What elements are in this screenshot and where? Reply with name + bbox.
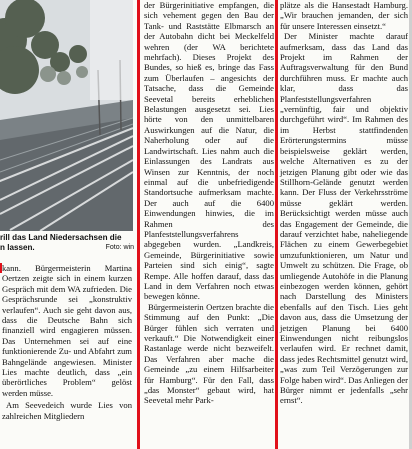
article-column-2 <box>144 0 274 406</box>
column-divider <box>137 0 140 449</box>
column-divider <box>275 0 278 449</box>
photo-credit: Foto: win <box>105 244 134 252</box>
photo-illustration <box>0 0 133 231</box>
paragraph: plätze als die Hansestadt Hamburg. „Wir brauchen jemanden, der sich für unsere Interessen einsetzt.“ <box>280 0 408 31</box>
article-photo <box>0 0 133 231</box>
paragraph: Der Minister machte darauf aufmerksam, dass das Land das Projekt im Rahmen der Auftragsverwaltung für den Bund durchführen muss. Er machte auch klar, dass das Planfeststellungsverfahren „vernünftig, fair und objektiv durchgeführt wird“. Im Rahmen des im Herbst stattfindenden Erörterungstermins müsse beispielsweise geklärt werden, welche Alternativen es zu der jetzigen Planung gibt oder wie das Stillhorn-Gelände genutzt werden kann. Der Fluss der Verkehrsströme müsse geklärt werden. Berücksichtigt werden müsse auch das Engagement der Gemeinde, die darauf verzichtet habe, naheliegende Flächen zu einem Gewerbegebiet umzufunktionieren, um Natur und Umwelt zu schützen. Die Frage, ob umliegende Autohöfe in die Planung einbezogen werden können, gehört nach Darstellung des Ministers ebenfalls auf den Tisch. Lies geht davon aus, dass die Umsetzung der jetzigen Planung bei 6400 Einwendungen nicht reibungslos verlaufen wird. Er rechnet damit, dass jedes Rechtsmittel genutzt wird, „was zum Teil Verzögerungen zur Folge haben wird“. Das Anliegen der Bürger nimmt er jedenfalls „sehr ernst“. <box>280 31 408 406</box>
paragraph: kann. Bürgermeisterin Martina Oertzen zeigte sich in einem kurzen Gespräch mit dem WA zufrieden. Die Gesprächsrunde sei „konstruktiv verlaufen“. Auch sie geht davon aus, dass die Deutsche Bahn sich finanziell wird engagieren müssen. Das Unternehmen sei auf eine funktionierende Zu- und Abfahrt zum Bahngelände angewiesen. Minister Lies machte deutlich, dass „ein überörtliches Problem“ gelöst werden müsse. <box>2 263 132 398</box>
paragraph: der Bürgerinitiative empfangen, die sich vehement gegen den Bau der Tank- und Raststätte Elbmarsch an der Autobahn dicht bei Meckelfeld wehren (der WA berichtete mehrfach). Dieses Projekt des Bundes, so hieß es, bringe das Fass zum Überlaufen – angesichts der Tatsache, dass die Gemeinde Seevetal bereits erheblichen Belastungen ausgesetzt sei. Lies hörte von den unmittelbaren Auswirkungen auf die Natur, die Naherholung oder auf die Landwirtschaft. Lies nahm auch die Einlassungen des Landrats aus Winsen zur Kenntnis, der noch einmal auf die unbefriedigende Standortsuche aufmerksam machte. Der auch auf die 6400 Einwendungen hinwies, die im Rahmen des Planfeststellungsverfahrens abgegeben wurden. „Landkreis, Gemeinde, Bürgerinitiative sowie Parteien sind sich einig“, sagte Rempe. Alle hoffen darauf, dass das Land in dem Verfahren noch etwas bewegen könne. <box>144 0 274 302</box>
article-column-3 <box>280 0 408 406</box>
caption-text: rill das Land Niedersachsen die n lassen. <box>0 233 122 253</box>
paragraph: Bürgermeisterin Oertzen brachte die Stimmung auf den Punkt: „Die Bürger fühlen sich verraten und verkauft.“ Die Notwendigkeit einer Rastanlage werde nicht bezweifelt. Das Verfahren aber mache die Gemeinde „zu einem Hilfsarbeiter für Hamburg“. Für den Fall, dass „das Monster“ gebaut wird, hat Seevetal mehr Park- <box>144 301 274 406</box>
paragraph: Am Seevedeich wurde Lies von zahlreichen Mitgliedern <box>2 400 132 421</box>
article-column-1 <box>2 263 132 421</box>
photo-caption <box>0 233 134 254</box>
